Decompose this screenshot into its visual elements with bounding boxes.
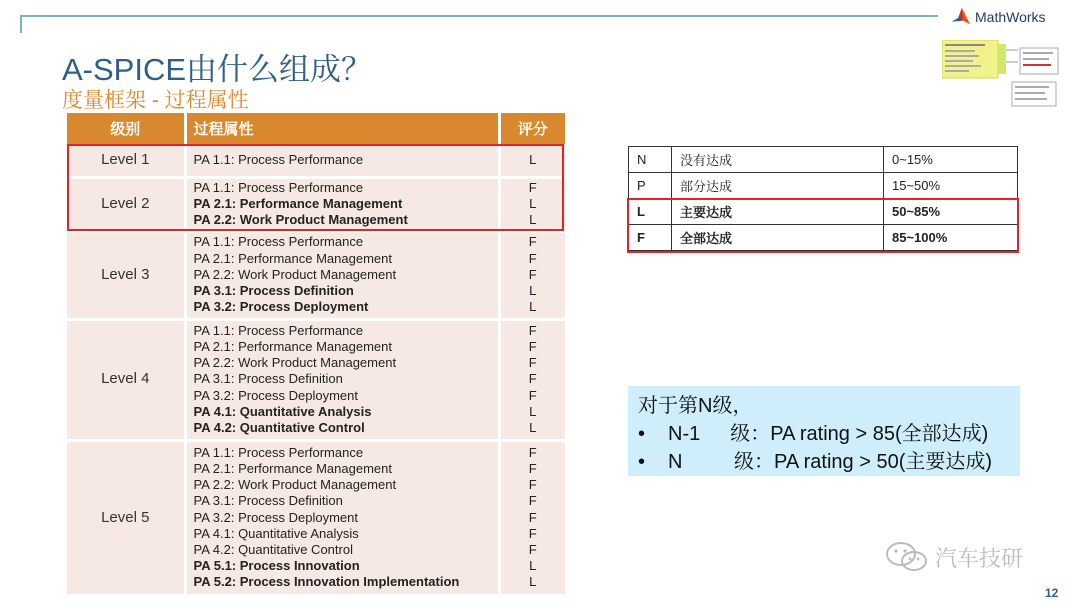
score-item: L [529, 151, 537, 167]
pa-item: PA 3.1: Process Definition [193, 371, 343, 387]
note-box [628, 386, 1020, 476]
score-item: F [528, 338, 537, 354]
rating-name: 主要达成 [672, 199, 884, 225]
rating-code: F [629, 225, 672, 251]
note-bullet-right: 级：PA rating > 85(全部达成) [730, 423, 989, 445]
pa-item: PA 1.1: Process Performance [193, 234, 364, 250]
pa-item: PA 2.1: Performance Management [193, 461, 392, 477]
header-rule-tick [20, 15, 22, 33]
membrane-logo-icon [950, 6, 972, 28]
rating-row [629, 173, 1018, 199]
pa-item: PA 2.1: Performance Management [193, 195, 403, 211]
score-item: F [528, 250, 537, 266]
bullet-dot: • [638, 423, 646, 445]
bullet-dot: • [638, 451, 646, 473]
pa-item: PA 3.2: Process Deployment [193, 509, 359, 525]
level-row [67, 440, 565, 594]
score-item: L [529, 574, 537, 590]
score-item: F [528, 444, 537, 460]
note-bullet-right: 级：PA rating > 50(主要达成) [734, 451, 993, 473]
score-item: F [528, 179, 537, 195]
header-rule [20, 15, 938, 17]
pa-item: PA 2.2: Work Product Management [193, 355, 397, 371]
rating-range: 85~100% [884, 225, 1018, 251]
pa-cell [185, 231, 499, 319]
note-bullet-left: N-1 [668, 423, 701, 445]
rating-code: N [629, 147, 672, 173]
score-item: F [528, 509, 537, 525]
rating-row [629, 147, 1018, 173]
pa-item: PA 4.2: Quantitative Control [193, 420, 365, 435]
page-number: 12 [1045, 586, 1059, 600]
rating-name: 全部达成 [672, 225, 884, 251]
score-item: F [528, 355, 537, 371]
score-item: F [528, 387, 537, 403]
highlight-box-level1-2 [67, 144, 564, 231]
score-item: F [528, 461, 537, 477]
header-level: 级别 [67, 113, 185, 144]
score-item: F [528, 477, 537, 493]
pa-item: PA 3.2: Process Deployment [193, 299, 369, 315]
pa-item: PA 3.2: Process Deployment [193, 387, 359, 403]
rating-code: P [629, 173, 672, 199]
score-item: F [528, 322, 537, 338]
score-item: L [529, 420, 537, 435]
score-item: L [529, 283, 537, 299]
pa-item: PA 1.1: Process Performance [193, 151, 364, 167]
wechat-icon [885, 541, 929, 573]
note-bullet [638, 420, 1010, 448]
score-item: F [528, 371, 537, 387]
level-table-header [67, 113, 565, 144]
mathworks-logo [950, 6, 1046, 28]
rating-range: 50~85% [884, 199, 1018, 225]
note-bullet [638, 448, 1010, 476]
watermark [885, 541, 1023, 573]
rating-code: L [629, 199, 672, 225]
pa-item: PA 2.2: Work Product Management [193, 477, 397, 493]
score-item: F [528, 493, 537, 509]
note-bullet-left: N [668, 451, 683, 473]
level-label: Level 5 [67, 440, 185, 594]
header-score: 评分 [499, 113, 565, 144]
pa-item: PA 3.1: Process Definition [193, 283, 354, 299]
pa-item: PA 1.1: Process Performance [193, 444, 364, 460]
score-item: L [529, 195, 537, 211]
pa-item: PA 4.1: Quantitative Analysis [193, 403, 372, 419]
note-heading: 对于第N级， [638, 395, 753, 417]
page-subtitle: 度量框架 - 过程属性 [62, 89, 249, 112]
pa-item: PA 5.1: Process Innovation [193, 558, 360, 574]
highlight-box-l-f [627, 198, 1019, 253]
level-label: Level 3 [67, 231, 185, 319]
level-label: Level 1 [67, 144, 185, 177]
level-row [67, 319, 565, 440]
pa-item: PA 2.2: Work Product Management [193, 212, 408, 228]
score-cell [499, 231, 565, 319]
level-label: Level 2 [67, 177, 185, 231]
pa-item: PA 4.2: Quantitative Control [193, 542, 353, 558]
pa-item: PA 3.1: Process Definition [193, 493, 343, 509]
score-item: F [528, 266, 537, 282]
rating-name: 没有达成 [672, 147, 884, 173]
score-item: F [528, 542, 537, 558]
pa-item: PA 2.1: Performance Management [193, 338, 392, 354]
diagram-thumbnail [942, 40, 1060, 112]
score-item: L [529, 212, 537, 228]
pa-item: PA 1.1: Process Performance [193, 322, 364, 338]
header-process-attribute: 过程属性 [185, 113, 499, 144]
score-item: L [529, 403, 537, 419]
pa-cell [185, 440, 499, 594]
score-item: F [528, 525, 537, 541]
level-label: Level 4 [67, 319, 185, 440]
pa-item: PA 1.1: Process Performance [193, 179, 364, 195]
pa-item: PA 2.1: Performance Management [193, 250, 392, 266]
pa-cell [185, 319, 499, 440]
logo-text: MathWorks [975, 9, 1046, 25]
score-item: L [529, 558, 537, 574]
rating-range: 15~50% [884, 173, 1018, 199]
pa-item: PA 5.2: Process Innovation Implementation [193, 574, 460, 590]
level-row [67, 231, 565, 319]
rating-name: 部分达成 [672, 173, 884, 199]
score-item: F [528, 234, 537, 250]
watermark-text: 汽车技研 [935, 545, 1024, 571]
rating-range: 0~15% [884, 147, 1018, 173]
score-cell [499, 440, 565, 594]
pa-item: PA 2.2: Work Product Management [193, 266, 397, 282]
score-item: L [529, 299, 537, 315]
page-title: A-SPICE由什么组成？ [62, 52, 373, 87]
score-cell [499, 319, 565, 440]
pa-item: PA 4.1: Quantitative Analysis [193, 525, 359, 541]
